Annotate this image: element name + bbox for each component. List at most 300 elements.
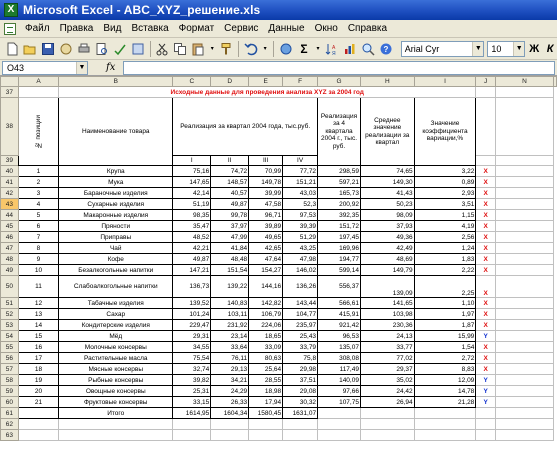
total-quarter-1-cell[interactable]: 1614,95 xyxy=(173,408,211,419)
position-cell[interactable]: 15 xyxy=(18,331,58,342)
average-cell[interactable]: 77,02 xyxy=(360,353,414,364)
cell[interactable] xyxy=(496,320,554,331)
cell[interactable] xyxy=(476,87,496,98)
average-cell[interactable]: 139,09 xyxy=(360,276,414,298)
insert-function-icon[interactable]: fx xyxy=(106,62,116,73)
total-cell[interactable]: 308,08 xyxy=(318,353,361,364)
coefficient-cell[interactable]: 2,56 xyxy=(414,232,476,243)
cell[interactable] xyxy=(496,375,554,386)
total-cell[interactable]: 556,37 xyxy=(318,276,361,298)
average-cell[interactable]: 41,43 xyxy=(360,188,414,199)
quarter-3-cell[interactable]: 25,64 xyxy=(249,364,283,375)
menu-view[interactable]: Вид xyxy=(103,22,122,34)
quarter-4-cell[interactable]: 104,77 xyxy=(283,309,318,320)
cell[interactable] xyxy=(173,419,211,430)
cell[interactable] xyxy=(318,430,361,441)
product-name-cell[interactable]: Кофе xyxy=(59,254,173,265)
header-coefficient[interactable]: Значение коэффициента вариации,% xyxy=(414,98,476,166)
coefficient-cell[interactable]: 2,25 xyxy=(414,276,476,298)
formula-input[interactable] xyxy=(123,61,555,75)
xyz-class-cell[interactable]: X xyxy=(476,309,496,320)
position-cell[interactable]: 9 xyxy=(18,254,58,265)
row-header[interactable]: 63 xyxy=(1,430,19,441)
quarter-2-cell[interactable]: 231,92 xyxy=(211,320,249,331)
coefficient-cell[interactable]: 0,89 xyxy=(414,177,476,188)
cell[interactable] xyxy=(318,408,361,419)
quarter-4-cell[interactable]: 33,79 xyxy=(283,342,318,353)
row-header[interactable]: 46 xyxy=(1,232,19,243)
product-name-cell[interactable]: Рыбные консервы xyxy=(59,375,173,386)
product-name-cell[interactable]: Макаронные изделия xyxy=(59,210,173,221)
quarter-4-cell[interactable]: 39,39 xyxy=(283,221,318,232)
total-cell[interactable]: 194,77 xyxy=(318,254,361,265)
product-name-cell[interactable]: Мясные консервы xyxy=(59,364,173,375)
product-name-cell[interactable]: Слабоалкогольные напитки xyxy=(59,276,173,298)
row-header[interactable]: 37 xyxy=(1,87,19,98)
quarter-2-cell[interactable]: 33,64 xyxy=(211,342,249,353)
average-cell[interactable]: 141,65 xyxy=(360,298,414,309)
quarter-1-cell[interactable]: 42,14 xyxy=(173,188,211,199)
average-cell[interactable]: 49,36 xyxy=(360,232,414,243)
quarter-2-cell[interactable]: 23,14 xyxy=(211,331,249,342)
xyz-class-cell[interactable]: X xyxy=(476,298,496,309)
position-cell[interactable]: 1 xyxy=(18,166,58,177)
select-all-corner[interactable] xyxy=(1,77,19,87)
xyz-class-cell[interactable]: Y xyxy=(476,397,496,408)
header-quarter-3[interactable]: III xyxy=(249,156,283,166)
menu-edit[interactable]: Правка xyxy=(59,22,94,34)
average-cell[interactable]: 35,02 xyxy=(360,375,414,386)
quarter-1-cell[interactable]: 34,55 xyxy=(173,342,211,353)
xyz-class-cell[interactable]: X xyxy=(476,232,496,243)
quarter-2-cell[interactable]: 99,78 xyxy=(211,210,249,221)
quarter-2-cell[interactable]: 76,11 xyxy=(211,353,249,364)
cell[interactable] xyxy=(496,430,554,441)
quarter-4-cell[interactable]: 47,98 xyxy=(283,254,318,265)
row-header[interactable]: 41 xyxy=(1,177,19,188)
row-header[interactable]: 57 xyxy=(1,364,19,375)
italic-button[interactable]: К xyxy=(546,42,554,55)
quarter-3-cell[interactable]: 39,89 xyxy=(249,221,283,232)
xyz-class-cell[interactable]: X xyxy=(476,265,496,276)
quarter-1-cell[interactable]: 42,21 xyxy=(173,243,211,254)
xyz-class-cell[interactable]: X xyxy=(476,188,496,199)
row-header[interactable]: 62 xyxy=(1,419,19,430)
cell[interactable] xyxy=(211,430,249,441)
cell[interactable] xyxy=(360,408,414,419)
cell[interactable] xyxy=(496,331,554,342)
coefficient-cell[interactable]: 14,78 xyxy=(414,386,476,397)
header-average[interactable]: Среднее значение реализации за квартал xyxy=(360,98,414,166)
totals-label[interactable]: Итого xyxy=(59,408,173,419)
average-cell[interactable]: 33,77 xyxy=(360,342,414,353)
paste-icon[interactable] xyxy=(190,41,206,57)
quarter-2-cell[interactable]: 26,33 xyxy=(211,397,249,408)
cell[interactable] xyxy=(496,386,554,397)
average-cell[interactable]: 29,37 xyxy=(360,364,414,375)
row-header[interactable]: 51 xyxy=(1,298,19,309)
position-cell[interactable]: 20 xyxy=(18,386,58,397)
quarter-4-cell[interactable]: 151,21 xyxy=(283,177,318,188)
font-name-select[interactable] xyxy=(401,41,485,57)
cell[interactable] xyxy=(283,419,318,430)
quarter-4-cell[interactable]: 143,44 xyxy=(283,298,318,309)
row-header[interactable]: 61 xyxy=(1,408,19,419)
chevron-down-icon[interactable]: ▼ xyxy=(513,42,524,56)
quarter-4-cell[interactable]: 77,72 xyxy=(283,166,318,177)
quarter-3-cell[interactable]: 42,65 xyxy=(249,243,283,254)
product-name-cell[interactable]: Приправы xyxy=(59,232,173,243)
quarter-3-cell[interactable]: 28,55 xyxy=(249,375,283,386)
quarter-1-cell[interactable]: 98,35 xyxy=(173,210,211,221)
cell[interactable] xyxy=(476,408,496,419)
cell[interactable] xyxy=(211,419,249,430)
header-total[interactable]: Реализация за 4 квартала 2004 г., тыс. руб. xyxy=(318,98,361,166)
cell[interactable] xyxy=(249,419,283,430)
row-header[interactable]: 45 xyxy=(1,221,19,232)
quarter-1-cell[interactable]: 101,24 xyxy=(173,309,211,320)
product-name-cell[interactable]: Молочные консервы xyxy=(59,342,173,353)
quarter-4-cell[interactable]: 29,98 xyxy=(283,364,318,375)
cell[interactable] xyxy=(318,419,361,430)
zoom-icon[interactable] xyxy=(360,41,376,57)
quarter-3-cell[interactable]: 18,98 xyxy=(249,386,283,397)
bold-button[interactable]: Ж xyxy=(529,42,540,55)
menu-file[interactable]: Файл xyxy=(25,22,50,34)
quarter-2-cell[interactable]: 48,48 xyxy=(211,254,249,265)
row-header[interactable]: 52 xyxy=(1,309,19,320)
quarter-1-cell[interactable]: 35,47 xyxy=(173,221,211,232)
position-cell[interactable]: 4 xyxy=(18,199,58,210)
total-cell[interactable]: 169,96 xyxy=(318,243,361,254)
average-cell[interactable]: 37,93 xyxy=(360,221,414,232)
xyz-class-cell[interactable]: X xyxy=(476,364,496,375)
cell[interactable] xyxy=(496,166,554,177)
coefficient-cell[interactable]: 2,22 xyxy=(414,265,476,276)
quarter-1-cell[interactable]: 48,52 xyxy=(173,232,211,243)
row-header[interactable]: 53 xyxy=(1,320,19,331)
cell[interactable] xyxy=(283,430,318,441)
coefficient-cell[interactable]: 3,22 xyxy=(414,166,476,177)
product-name-cell[interactable]: Растительные масла xyxy=(59,353,173,364)
workbook-icon[interactable] xyxy=(4,23,16,35)
cell[interactable] xyxy=(173,430,211,441)
quarter-4-cell[interactable]: 136,26 xyxy=(283,276,318,298)
product-name-cell[interactable]: Мука xyxy=(59,177,173,188)
row-header[interactable]: 38 xyxy=(1,98,19,156)
cell[interactable] xyxy=(496,254,554,265)
row-header[interactable]: 48 xyxy=(1,254,19,265)
total-cell[interactable]: 599,14 xyxy=(318,265,361,276)
coefficient-cell[interactable]: 1,24 xyxy=(414,243,476,254)
header-position[interactable] xyxy=(18,98,58,166)
xyz-class-cell[interactable]: X xyxy=(476,353,496,364)
quarter-3-cell[interactable]: 49,65 xyxy=(249,232,283,243)
quarter-3-cell[interactable]: 33,09 xyxy=(249,342,283,353)
position-cell[interactable]: 10 xyxy=(18,265,58,276)
row-header[interactable]: 50 xyxy=(1,276,19,298)
total-cell[interactable]: 107,75 xyxy=(318,397,361,408)
quarter-2-cell[interactable]: 140,83 xyxy=(211,298,249,309)
cell[interactable] xyxy=(18,87,58,98)
position-cell[interactable]: 8 xyxy=(18,243,58,254)
quarter-4-cell[interactable]: 146,02 xyxy=(283,265,318,276)
print-icon[interactable] xyxy=(76,41,92,57)
row-header[interactable]: 59 xyxy=(1,386,19,397)
quarter-1-cell[interactable]: 39,82 xyxy=(173,375,211,386)
column-header-n[interactable]: N xyxy=(496,77,554,87)
quarter-3-cell[interactable]: 224,06 xyxy=(249,320,283,331)
cell[interactable] xyxy=(496,243,554,254)
quarter-3-cell[interactable]: 80,63 xyxy=(249,353,283,364)
undo-dropdown-icon[interactable]: ▾ xyxy=(263,46,267,52)
chevron-down-icon[interactable]: ▼ xyxy=(76,62,87,74)
product-name-cell[interactable]: Кондитерские изделия xyxy=(59,320,173,331)
cell[interactable] xyxy=(496,232,554,243)
quarter-2-cell[interactable]: 148,57 xyxy=(211,177,249,188)
autosum-icon[interactable]: Σ xyxy=(300,41,308,56)
quarter-1-cell[interactable]: 147,21 xyxy=(173,265,211,276)
quarter-2-cell[interactable]: 24,29 xyxy=(211,386,249,397)
xyz-class-cell[interactable]: X xyxy=(476,221,496,232)
position-cell[interactable]: 3 xyxy=(18,188,58,199)
average-cell[interactable]: 98,09 xyxy=(360,210,414,221)
quarter-2-cell[interactable]: 40,57 xyxy=(211,188,249,199)
total-cell[interactable]: 597,21 xyxy=(318,177,361,188)
cell[interactable] xyxy=(496,342,554,353)
quarter-1-cell[interactable]: 75,54 xyxy=(173,353,211,364)
column-header-g[interactable]: G xyxy=(318,77,361,87)
row-header[interactable]: 54 xyxy=(1,331,19,342)
quarter-4-cell[interactable]: 52,3 xyxy=(283,199,318,210)
average-cell[interactable]: 149,30 xyxy=(360,177,414,188)
xyz-class-cell[interactable]: Y xyxy=(476,375,496,386)
xyz-class-cell[interactable]: X xyxy=(476,199,496,210)
quarter-3-cell[interactable]: 39,99 xyxy=(249,188,283,199)
product-name-cell[interactable]: Мёд xyxy=(59,331,173,342)
coefficient-cell[interactable]: 15,99 xyxy=(414,331,476,342)
xyz-class-cell[interactable]: Y xyxy=(476,331,496,342)
position-cell[interactable]: 19 xyxy=(18,375,58,386)
permission-icon[interactable] xyxy=(58,41,74,57)
product-name-cell[interactable]: Табачные изделия xyxy=(59,298,173,309)
open-icon[interactable] xyxy=(22,41,38,57)
product-name-cell[interactable]: Крупа xyxy=(59,166,173,177)
quarter-1-cell[interactable]: 33,15 xyxy=(173,397,211,408)
quarter-3-cell[interactable]: 149,78 xyxy=(249,177,283,188)
coefficient-cell[interactable]: 8,83 xyxy=(414,364,476,375)
menu-insert[interactable]: Вставка xyxy=(131,22,169,34)
coefficient-cell[interactable]: 2,72 xyxy=(414,353,476,364)
quarter-3-cell[interactable]: 142,82 xyxy=(249,298,283,309)
worksheet-grid[interactable] xyxy=(0,76,557,464)
row-header[interactable]: 43 xyxy=(1,199,19,210)
coefficient-cell[interactable]: 1,87 xyxy=(414,320,476,331)
cell[interactable] xyxy=(59,419,173,430)
xyz-class-cell[interactable]: X xyxy=(476,177,496,188)
print-preview-icon[interactable] xyxy=(94,41,110,57)
cell[interactable] xyxy=(476,430,496,441)
cell[interactable] xyxy=(496,353,554,364)
quarter-3-cell[interactable]: 154,27 xyxy=(249,265,283,276)
position-cell[interactable]: 16 xyxy=(18,342,58,353)
average-cell[interactable]: 149,79 xyxy=(360,265,414,276)
format-painter-icon[interactable] xyxy=(218,41,234,57)
quarter-4-cell[interactable]: 25,43 xyxy=(283,331,318,342)
menu-tools[interactable]: Сервис xyxy=(224,22,259,34)
row-header[interactable]: 60 xyxy=(1,397,19,408)
chart-wizard-icon[interactable] xyxy=(342,41,358,57)
row-header[interactable]: 39 xyxy=(1,156,19,166)
quarter-3-cell[interactable]: 96,71 xyxy=(249,210,283,221)
quarter-4-cell[interactable]: 30,32 xyxy=(283,397,318,408)
quarter-4-cell[interactable]: 75,8 xyxy=(283,353,318,364)
total-cell[interactable]: 200,92 xyxy=(318,199,361,210)
product-name-cell[interactable]: Пряности xyxy=(59,221,173,232)
column-header-b[interactable]: B xyxy=(59,77,173,87)
position-cell[interactable] xyxy=(18,408,58,419)
total-quarter-4-cell[interactable]: 1631,07 xyxy=(283,408,318,419)
xyz-class-cell[interactable]: X xyxy=(476,210,496,221)
xyz-class-cell[interactable]: Y xyxy=(476,386,496,397)
xyz-class-cell[interactable]: X xyxy=(476,320,496,331)
position-cell[interactable]: 6 xyxy=(18,221,58,232)
header-quarter-2[interactable]: II xyxy=(211,156,249,166)
cell[interactable] xyxy=(496,408,554,419)
quarter-1-cell[interactable]: 139,52 xyxy=(173,298,211,309)
average-cell[interactable]: 24,13 xyxy=(360,331,414,342)
insert-hyperlink-icon[interactable] xyxy=(278,41,294,57)
total-cell[interactable]: 140,09 xyxy=(318,375,361,386)
quarter-3-cell[interactable]: 144,16 xyxy=(249,276,283,298)
menu-help[interactable]: Справка xyxy=(347,22,388,34)
total-cell[interactable]: 96,53 xyxy=(318,331,361,342)
position-cell[interactable]: 13 xyxy=(18,309,58,320)
product-name-cell[interactable]: Овощные консервы xyxy=(59,386,173,397)
column-header-j[interactable]: J xyxy=(476,77,496,87)
quarter-2-cell[interactable]: 41,84 xyxy=(211,243,249,254)
quarter-1-cell[interactable]: 51,19 xyxy=(173,199,211,210)
coefficient-cell[interactable]: 21,28 xyxy=(414,397,476,408)
quarter-1-cell[interactable]: 29,31 xyxy=(173,331,211,342)
position-cell[interactable]: 17 xyxy=(18,353,58,364)
quarter-4-cell[interactable]: 29,08 xyxy=(283,386,318,397)
product-name-cell[interactable]: Чай xyxy=(59,243,173,254)
new-icon[interactable] xyxy=(4,41,20,57)
cell[interactable] xyxy=(476,156,496,166)
cell[interactable] xyxy=(414,408,476,419)
product-name-cell[interactable]: Безалкогольные напитки xyxy=(59,265,173,276)
average-cell[interactable]: 48,69 xyxy=(360,254,414,265)
row-header[interactable]: 49 xyxy=(1,265,19,276)
total-quarter-2-cell[interactable]: 1604,34 xyxy=(211,408,249,419)
quarter-2-cell[interactable]: 29,13 xyxy=(211,364,249,375)
quarter-1-cell[interactable]: 147,65 xyxy=(173,177,211,188)
quarter-2-cell[interactable]: 139,22 xyxy=(211,276,249,298)
cell[interactable] xyxy=(496,199,554,210)
total-cell[interactable]: 566,61 xyxy=(318,298,361,309)
cell[interactable] xyxy=(496,298,554,309)
row-header[interactable]: 47 xyxy=(1,243,19,254)
coefficient-cell[interactable]: 1,10 xyxy=(414,298,476,309)
column-header-f[interactable]: F xyxy=(283,77,318,87)
quarter-4-cell[interactable]: 43,25 xyxy=(283,243,318,254)
total-cell[interactable]: 151,72 xyxy=(318,221,361,232)
cell[interactable] xyxy=(496,98,554,156)
total-cell[interactable]: 415,91 xyxy=(318,309,361,320)
quarter-1-cell[interactable]: 136,73 xyxy=(173,276,211,298)
average-cell[interactable]: 26,94 xyxy=(360,397,414,408)
cell[interactable] xyxy=(476,98,496,156)
position-cell[interactable]: 12 xyxy=(18,298,58,309)
product-name-cell[interactable]: Сухарные изделия xyxy=(59,199,173,210)
menu-window[interactable]: Окно xyxy=(314,22,338,34)
total-cell[interactable]: 165,73 xyxy=(318,188,361,199)
cell[interactable] xyxy=(496,221,554,232)
header-name[interactable]: Наименование товара xyxy=(59,98,173,166)
cell[interactable] xyxy=(496,309,554,320)
spelling-icon[interactable] xyxy=(112,41,128,57)
paste-dropdown-icon[interactable]: ▾ xyxy=(210,46,214,52)
cell[interactable] xyxy=(414,419,476,430)
cell[interactable] xyxy=(18,430,58,441)
quarter-2-cell[interactable]: 47,99 xyxy=(211,232,249,243)
column-header-d[interactable]: D xyxy=(211,77,249,87)
cell[interactable] xyxy=(59,430,173,441)
xyz-class-cell[interactable]: X xyxy=(476,342,496,353)
position-cell[interactable]: 7 xyxy=(18,232,58,243)
row-header[interactable]: 56 xyxy=(1,353,19,364)
position-cell[interactable]: 5 xyxy=(18,210,58,221)
cell[interactable] xyxy=(496,364,554,375)
quarter-4-cell[interactable]: 235,97 xyxy=(283,320,318,331)
quarter-2-cell[interactable]: 103,11 xyxy=(211,309,249,320)
font-size-select[interactable] xyxy=(487,41,525,57)
coefficient-cell[interactable]: 3,51 xyxy=(414,199,476,210)
total-cell[interactable]: 135,07 xyxy=(318,342,361,353)
copy-icon[interactable] xyxy=(172,41,188,57)
autosum-dropdown-icon[interactable]: ▾ xyxy=(316,46,320,52)
cell[interactable] xyxy=(476,419,496,430)
quarter-3-cell[interactable]: 18,65 xyxy=(249,331,283,342)
header-quarters[interactable]: Реализация за квартал 2004 года, тыс.руб. xyxy=(173,98,318,156)
row-header[interactable]: 44 xyxy=(1,210,19,221)
quarter-3-cell[interactable]: 47,64 xyxy=(249,254,283,265)
average-cell[interactable]: 50,23 xyxy=(360,199,414,210)
coefficient-cell[interactable]: 1,83 xyxy=(414,254,476,265)
quarter-1-cell[interactable]: 32,74 xyxy=(173,364,211,375)
quarter-2-cell[interactable]: 34,21 xyxy=(211,375,249,386)
position-cell[interactable]: 2 xyxy=(18,177,58,188)
cell[interactable] xyxy=(414,430,476,441)
quarter-4-cell[interactable]: 37,51 xyxy=(283,375,318,386)
cell[interactable] xyxy=(496,397,554,408)
quarter-1-cell[interactable]: 49,87 xyxy=(173,254,211,265)
quarter-3-cell[interactable]: 106,79 xyxy=(249,309,283,320)
total-cell[interactable]: 921,42 xyxy=(318,320,361,331)
excel-app-icon[interactable]: X xyxy=(4,3,18,17)
quarter-1-cell[interactable]: 25,31 xyxy=(173,386,211,397)
quarter-4-cell[interactable]: 97,53 xyxy=(283,210,318,221)
column-header-c[interactable]: C xyxy=(173,77,211,87)
position-cell[interactable]: 14 xyxy=(18,320,58,331)
cell[interactable] xyxy=(496,188,554,199)
quarter-3-cell[interactable]: 47,58 xyxy=(249,199,283,210)
quarter-2-cell[interactable]: 74,72 xyxy=(211,166,249,177)
menu-format[interactable]: Формат xyxy=(178,22,215,34)
total-cell[interactable]: 197,45 xyxy=(318,232,361,243)
row-header[interactable]: 40 xyxy=(1,166,19,177)
